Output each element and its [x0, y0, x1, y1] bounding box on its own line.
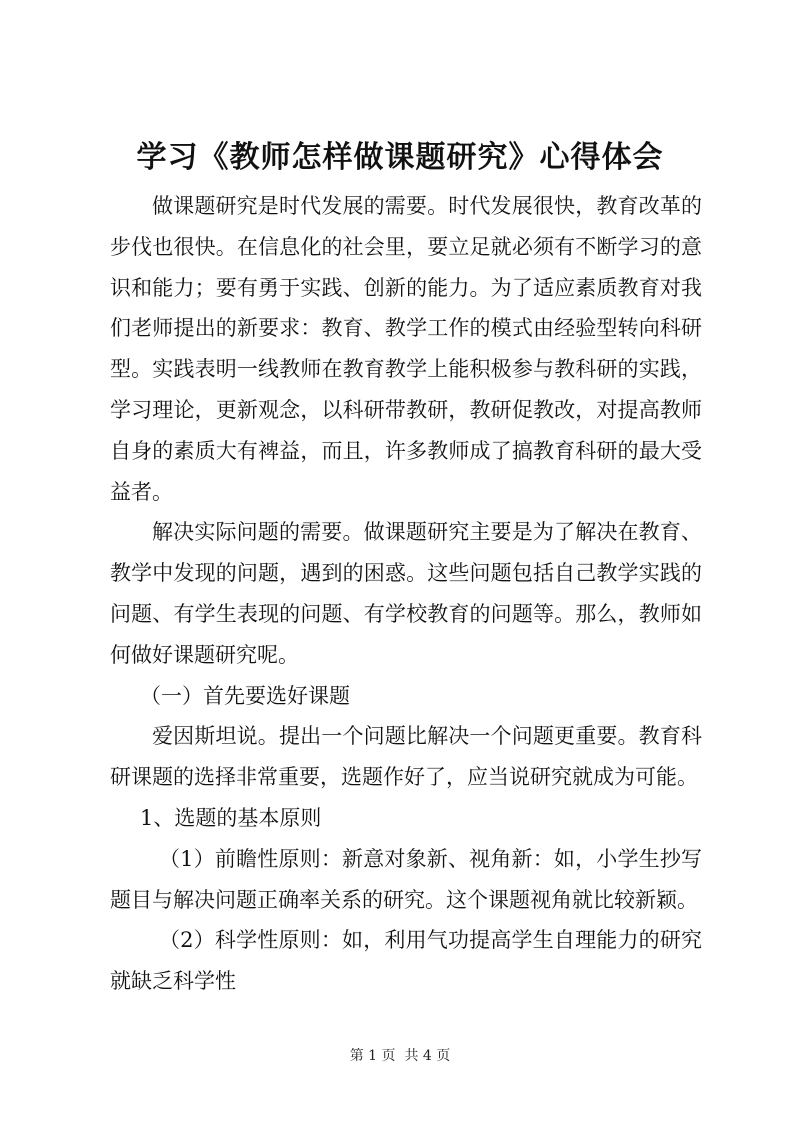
paragraph-era-development: 做课题研究是时代发展的需要。时代发展很快，教育改革的步伐也很快。在信息化的社会里，要立足就必须有不断学习的意识和能力；要有勇于实践、创新的能力。为了适应素质教育对我们老师提出的新要求：教育、教学工作的模式由经验型转向科研型。实践表明一线教师在教育教学上能积极参与教科研的实践，学习理论，更新观念，以科研带教研，教研促教改，对提高教师自身的素质大有裨益，而且，许多教师成了搞教育科研的最大受益者。 [110, 194, 702, 504]
document-title: 学习《教师怎样做课题研究》心得体会 [136, 140, 664, 175]
page-footer [0, 1046, 800, 1066]
page-number: 第 1 页 共 4 页 [349, 1048, 451, 1064]
heading-selection-principles: 1、选题的基本原则 [140, 805, 322, 830]
paragraph-scientific-principle: （2）科学性原则：如，利用气功提高学生自理能力的研究就缺乏科学性 [110, 928, 702, 994]
paragraph-einstein-quote: 爱因斯坦说。提出一个问题比解决一个问题更重要。教育科研课题的选择非常重要，选题作好了，应当说研究就成为可能。 [110, 724, 702, 790]
paragraph-forward-looking-principle: （1）前瞻性原则：新意对象新、视角新：如，小学生抄写题目与解决问题正确率关系的研究。这个课题视角就比较新颖。 [110, 846, 702, 912]
heading-choose-topic: （一）首先要选好课题 [140, 683, 350, 708]
document-body [110, 186, 702, 1002]
paragraph-solve-problems: 解决实际问题的需要。做课题研究主要是为了解决在教育、教学中发现的问题，遇到的困惑。这些问题包括自己教学实践的问题、有学生表现的问题、有学校教育的问题等。那么，教师如何做好课题研究呢。 [110, 520, 702, 667]
